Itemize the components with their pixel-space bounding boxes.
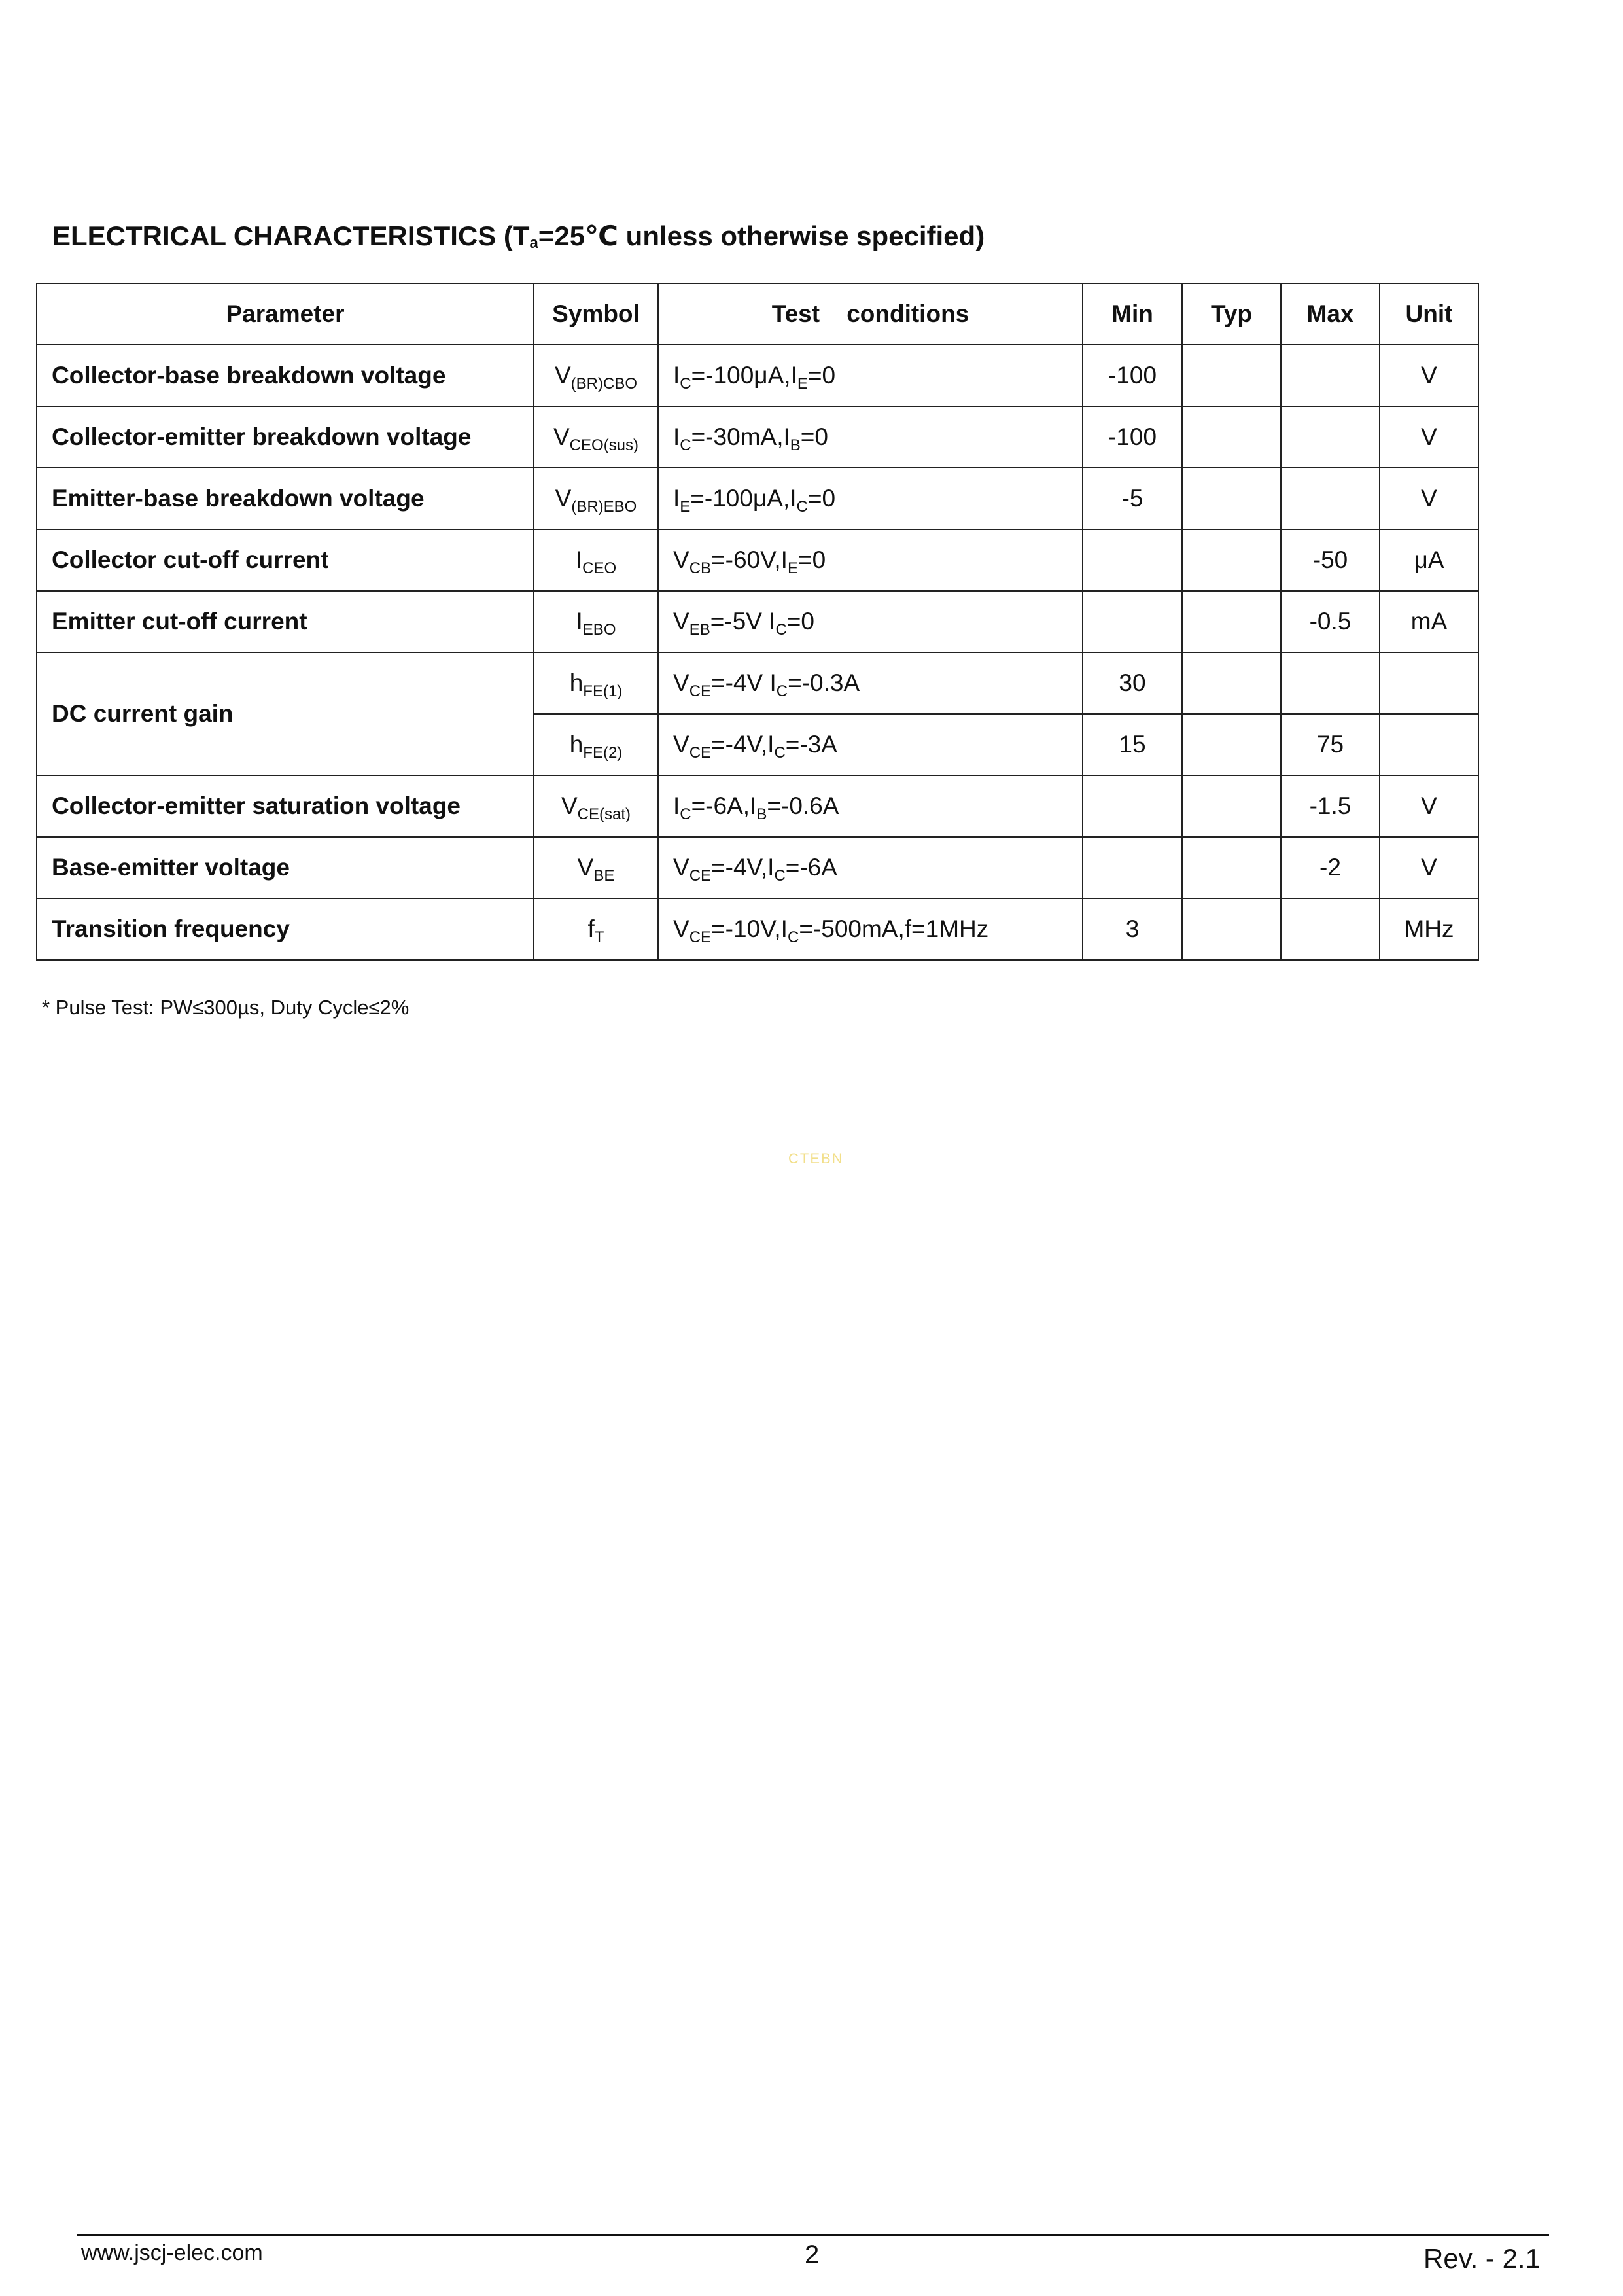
header-unit: Unit	[1380, 283, 1478, 345]
max-cell: -1.5	[1281, 775, 1380, 837]
test-conditions-cell: $V_{CE}=-4V$ $I_C=-0.3A$	[658, 652, 1083, 714]
parameter-cell: Collector-emitter breakdown voltage	[37, 406, 534, 468]
symbol-cell: $V_{BE}$	[534, 837, 658, 898]
table-row	[37, 837, 1478, 898]
min-cell	[1083, 591, 1182, 652]
parameter-cell: Collector cut-off current	[37, 529, 534, 591]
symbol-cell: $h_{FE(1)}$	[534, 652, 658, 714]
max-cell	[1281, 345, 1380, 406]
footer-page-number: 2	[805, 2240, 820, 2269]
symbol-cell: $f_T$	[534, 898, 658, 960]
table-body	[37, 345, 1478, 960]
test-conditions-cell: $I_C=-6A,I_B=-0.6A$	[658, 775, 1083, 837]
electrical-characteristics-table	[36, 283, 1479, 961]
max-cell: -50	[1281, 529, 1380, 591]
min-cell: -100	[1083, 345, 1182, 406]
max-cell: -0.5	[1281, 591, 1380, 652]
min-cell: 15	[1083, 714, 1182, 775]
test-conditions-cell: $V_{EB}=-5V$ $I_C=0$	[658, 591, 1083, 652]
min-cell	[1083, 837, 1182, 898]
parameter-cell: Emitter-base breakdown voltage	[37, 468, 534, 529]
unit-cell	[1380, 714, 1478, 775]
max-cell	[1281, 468, 1380, 529]
parameter-cell: Collector-emitter saturation voltage	[37, 775, 534, 837]
unit-cell: V	[1380, 406, 1478, 468]
max-cell	[1281, 652, 1380, 714]
header-symbol: Symbol	[534, 283, 658, 345]
test-conditions-cell: $I_E=-100\mu A,I_C=0$	[658, 468, 1083, 529]
unit-cell: V	[1380, 345, 1478, 406]
min-cell: -100	[1083, 406, 1182, 468]
parameter-cell: Transition frequency	[37, 898, 534, 960]
min-cell	[1083, 529, 1182, 591]
max-cell	[1281, 898, 1380, 960]
pulse-test-note: * Pulse Test: PW≤300µs, Duty Cycle≤2%	[42, 996, 410, 1019]
table-row	[37, 345, 1478, 406]
table-header-row	[37, 283, 1478, 345]
test-conditions-cell: $I_C=-100\mu A,I_E=0$	[658, 345, 1083, 406]
typ-cell	[1182, 529, 1281, 591]
max-cell: 75	[1281, 714, 1380, 775]
typ-cell	[1182, 345, 1281, 406]
symbol-cell: $V_{CEO(sus)}$	[534, 406, 658, 468]
header-parameter: Parameter	[37, 283, 534, 345]
table-row	[37, 652, 1478, 714]
min-cell	[1083, 775, 1182, 837]
typ-cell	[1182, 406, 1281, 468]
test-conditions-cell: $I_C=-30mA,I_B=0$	[658, 406, 1083, 468]
test-conditions-cell: $V_{CE}=-4V,I_C=-6A$	[658, 837, 1083, 898]
header-max: Max	[1281, 283, 1380, 345]
unit-cell: μA	[1380, 529, 1478, 591]
min-cell: 3	[1083, 898, 1182, 960]
table-row	[37, 529, 1478, 591]
footer-website: www.jscj-elec.com	[81, 2240, 263, 2265]
typ-cell	[1182, 898, 1281, 960]
test-conditions-cell: $V_{CE}=-4V,I_C=-3A$	[658, 714, 1083, 775]
typ-cell	[1182, 837, 1281, 898]
header-test-conditions: Test conditions	[658, 283, 1083, 345]
symbol-cell: $V_{(BR)EBO}$	[534, 468, 658, 529]
parameter-cell: DC current gain	[37, 652, 534, 775]
typ-cell	[1182, 591, 1281, 652]
unit-cell: V	[1380, 468, 1478, 529]
symbol-cell: $h_{FE(2)}$	[534, 714, 658, 775]
parameter-cell: Collector-base breakdown voltage	[37, 345, 534, 406]
typ-cell	[1182, 468, 1281, 529]
min-cell: 30	[1083, 652, 1182, 714]
table-row	[37, 591, 1478, 652]
footer-revision: Rev. - 2.1	[1423, 2243, 1541, 2274]
unit-cell: V	[1380, 837, 1478, 898]
table-row	[37, 898, 1478, 960]
typ-cell	[1182, 775, 1281, 837]
section-title: ELECTRICAL CHARACTERISTICS ($T_a=25℃$ unless otherwise specified)	[52, 221, 985, 252]
typ-cell	[1182, 652, 1281, 714]
typ-cell	[1182, 714, 1281, 775]
footer-divider	[77, 2234, 1549, 2236]
symbol-cell: $V_{(BR)CBO}$	[534, 345, 658, 406]
table-row	[37, 468, 1478, 529]
unit-cell: mA	[1380, 591, 1478, 652]
unit-cell: MHz	[1380, 898, 1478, 960]
test-conditions-cell: $V_{CB}=-60V,I_E=0$	[658, 529, 1083, 591]
header-min: Min	[1083, 283, 1182, 345]
parameter-cell: Emitter cut-off current	[37, 591, 534, 652]
max-cell: -2	[1281, 837, 1380, 898]
unit-cell	[1380, 652, 1478, 714]
symbol-cell: $I_{CEO}$	[534, 529, 658, 591]
watermark: CTEBN	[788, 1150, 844, 1167]
parameter-cell: Base-emitter voltage	[37, 837, 534, 898]
symbol-cell: $I_{EBO}$	[534, 591, 658, 652]
symbol-cell: $V_{CE(sat)}$	[534, 775, 658, 837]
unit-cell: V	[1380, 775, 1478, 837]
table-row	[37, 406, 1478, 468]
test-conditions-cell: $V_{CE}=-10V,I_C=-500mA,f=1MHz$	[658, 898, 1083, 960]
max-cell	[1281, 406, 1380, 468]
header-typ: Typ	[1182, 283, 1281, 345]
table-row	[37, 775, 1478, 837]
min-cell: -5	[1083, 468, 1182, 529]
